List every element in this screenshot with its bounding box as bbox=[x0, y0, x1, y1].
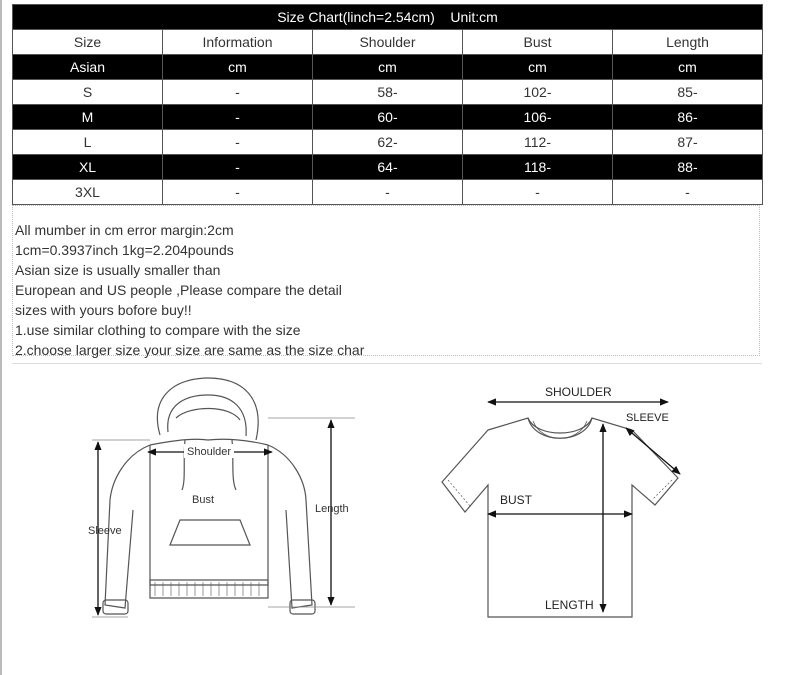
note-line: European and US people ,Please compare the detail bbox=[15, 282, 342, 298]
header-row bbox=[13, 30, 763, 55]
table-cell: 86- bbox=[613, 105, 763, 130]
note-line: sizes with yours bofore buy!! bbox=[15, 302, 192, 318]
table-cell: 88- bbox=[613, 155, 763, 180]
notes-box bbox=[12, 205, 760, 356]
measurement-diagrams bbox=[0, 360, 792, 660]
table-cell: 106- bbox=[463, 105, 613, 130]
table-cell: - bbox=[613, 180, 763, 205]
header-cell: Information bbox=[163, 30, 313, 55]
table-cell: XL bbox=[13, 155, 163, 180]
table-cell: 85- bbox=[613, 80, 763, 105]
table-title: Size Chart(linch=2.54cm) Unit:cm bbox=[13, 5, 763, 30]
table-cell: L bbox=[13, 130, 163, 155]
tshirt-shoulder-label: SHOULDER bbox=[545, 385, 612, 399]
table-cell: cm bbox=[613, 55, 763, 80]
table-cell: - bbox=[163, 105, 313, 130]
table-title-row bbox=[13, 5, 763, 30]
tshirt-bust-label: BUST bbox=[500, 493, 533, 507]
tshirt-sleeve-label: SLEEVE bbox=[626, 412, 669, 424]
table-row bbox=[13, 130, 763, 155]
size-chart-table bbox=[12, 4, 763, 205]
note-line: 2.choose larger size your size are same as the size char bbox=[15, 342, 365, 358]
table-cell: cm bbox=[463, 55, 613, 80]
table-row bbox=[13, 155, 763, 180]
header-cell: Shoulder bbox=[313, 30, 463, 55]
table-cell: - bbox=[163, 180, 313, 205]
table-cell: 58- bbox=[313, 80, 463, 105]
table-cell: 87- bbox=[613, 130, 763, 155]
tshirt-illustration bbox=[442, 418, 678, 617]
table-cell: 112- bbox=[463, 130, 613, 155]
header-cell: Size bbox=[13, 30, 163, 55]
table-cell: Asian bbox=[13, 55, 163, 80]
table-row bbox=[13, 180, 763, 205]
tshirt-length-label: LENGTH bbox=[545, 598, 594, 612]
table-cell: - bbox=[163, 130, 313, 155]
note-line: All mumber in cm error margin:2cm bbox=[15, 222, 234, 238]
table-cell: - bbox=[463, 180, 613, 205]
table-cell: 62- bbox=[313, 130, 463, 155]
hoodie-sleeve-label: Sleeve bbox=[88, 525, 122, 537]
table-cell: 60- bbox=[313, 105, 463, 130]
table-cell: cm bbox=[313, 55, 463, 80]
note-line: 1cm=0.3937inch 1kg=2.204pounds bbox=[15, 242, 234, 258]
header-cell: Length bbox=[613, 30, 763, 55]
table-cell: M bbox=[13, 105, 163, 130]
note-line: 1.use similar clothing to compare with the size bbox=[15, 322, 301, 338]
hoodie-bust-label: Bust bbox=[192, 494, 215, 506]
table-row bbox=[13, 55, 763, 80]
table-cell: S bbox=[13, 80, 163, 105]
table-cell: cm bbox=[163, 55, 313, 80]
table-cell: 118- bbox=[463, 155, 613, 180]
table-row bbox=[13, 105, 763, 130]
hoodie-shoulder-label: Shoulder bbox=[187, 446, 232, 458]
table-row bbox=[13, 80, 763, 105]
table-cell: - bbox=[163, 155, 313, 180]
table-cell: 3XL bbox=[13, 180, 163, 205]
table-cell: 102- bbox=[463, 80, 613, 105]
header-cell: Bust bbox=[463, 30, 613, 55]
hoodie-length-label: Length bbox=[315, 503, 349, 515]
table-cell: - bbox=[163, 80, 313, 105]
table-cell: 64- bbox=[313, 155, 463, 180]
note-line: Asian size is usually smaller than bbox=[15, 262, 221, 278]
table-cell: - bbox=[313, 180, 463, 205]
